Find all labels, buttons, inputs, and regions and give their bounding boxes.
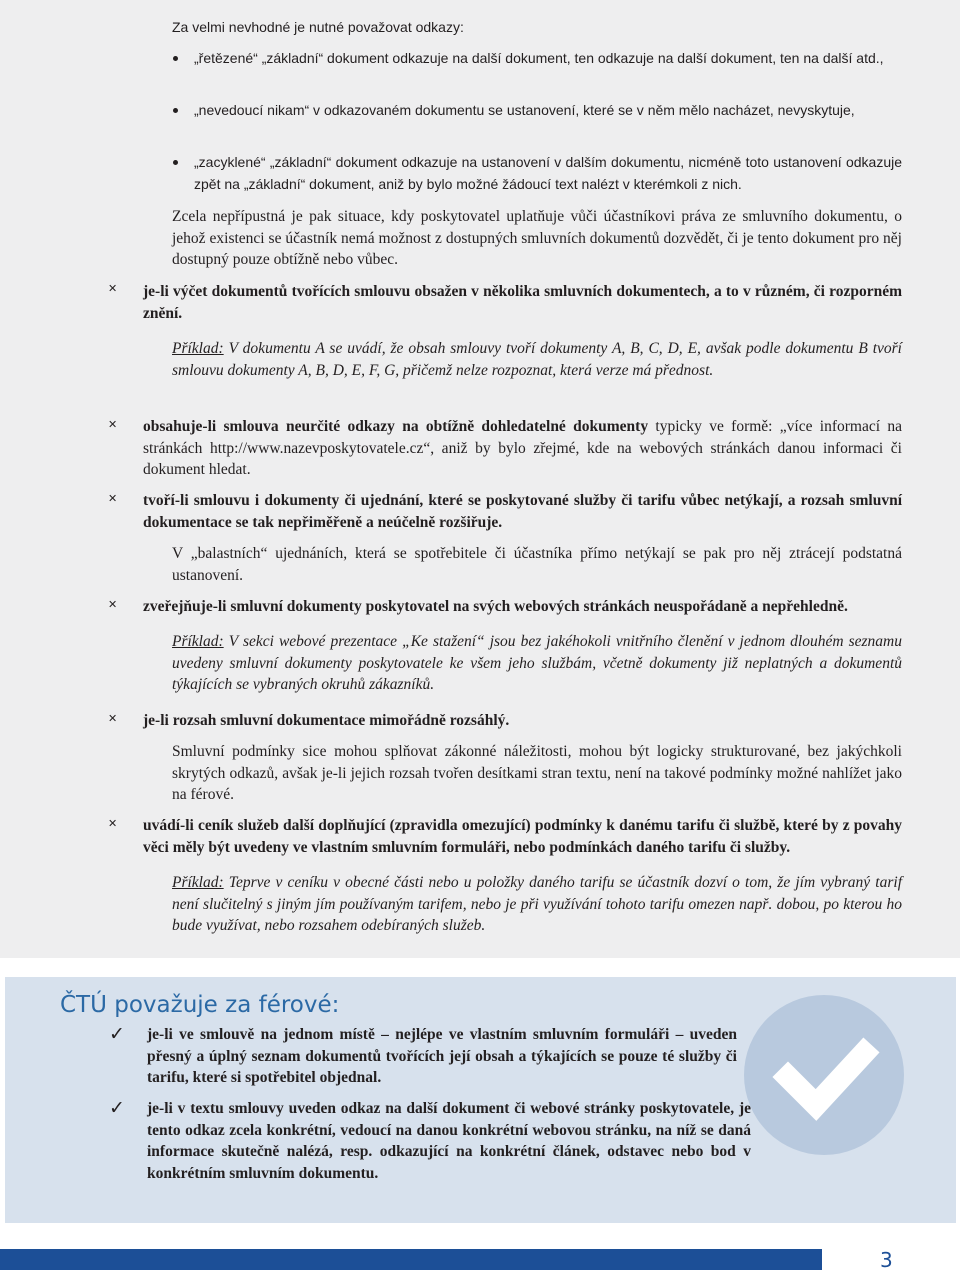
x-mark-icon: ✕ xyxy=(108,492,118,505)
intro-text: Za velmi nevhodné je nutné považovat odkazy: xyxy=(172,19,464,35)
note-extensive: Smluvní podmínky sice mohou splňovat zákonné náležitosti, mohou být logicky strukturované, bez jakýchkoli skrytých odkazů, avšak je-li jejich rozsah tvořen desítkami stran textu, není na takové podmínky možné nahlížet jako na férové. xyxy=(172,743,902,803)
example-conflict xyxy=(172,338,902,381)
fair-title: ČTÚ považuje za férové: xyxy=(60,992,340,1018)
x-mark-icon: ✕ xyxy=(108,282,118,295)
example-label: Příklad: xyxy=(172,874,224,891)
item-price-list-conditions: uvádí-li ceník služeb další doplňující (zpravidla omezující) podmínky k danému tarifu či službě, které by z povahy věci měly být uvedeny ve vlastním smluvním formuláři, nebo podmínkách daného tarifu či služby. xyxy=(143,817,902,856)
example-label: Příklad: xyxy=(172,633,224,650)
fair-item-single-place: je-li ve smlouvě na jednom místě – nejlépe ve vlastním smluvním formuláři – uveden přesný a úplný seznam dokumentů tvořících její obsah a týkajících se pouze té služby či tarifu, které si spotřebitel objednal. xyxy=(147,1026,737,1086)
check-mark-icon: ✓ xyxy=(109,1097,125,1119)
x-mark-icon: ✕ xyxy=(108,712,118,725)
bullet-dot xyxy=(173,108,178,113)
x-mark-icon: ✕ xyxy=(108,418,118,431)
bullet-dot xyxy=(173,56,178,61)
check-mark-icon xyxy=(744,995,904,1155)
example-price-list xyxy=(172,872,902,937)
item-unrelated-documents: tvoří-li smlouvu i dokumenty či ujednání, které se poskytované služby či tarifu vůbec netýkají, a rozsah smluvní dokumentace se tak nepřiměřeně a neúčelně rozšiřuje. xyxy=(143,492,902,531)
example-text: V dokumentu A se uvádí, že obsah smlouvy tvoří dokumenty A, B, C, D, E, avšak podle dokumentu B tvoří smlouvu dokumenty A, B, D, E, F, G, přičemž nelze rozpoznat, která verze má přednost. xyxy=(172,340,902,379)
example-text: Teprve v ceníku v obecné části nebo u položky daného tarifu se účastník dozví o tom, že jím vybraný tarif není slučitelný s jiným jím používaným tarifem, nebo je při využívání tohoto tarifu omezen např. dobou, po kterou ho bude využívat, nebo rozsahem odebíraných služeb. xyxy=(172,874,903,934)
check-circle-icon xyxy=(744,995,904,1155)
bullet-chained: „řetězené“ „základní“ dokument odkazuje na další dokument, ten odkazuje na další dokument, ten na další atd., xyxy=(194,50,884,66)
bullet-dot xyxy=(173,160,178,165)
item-vague-references-rest: typicky ve formě: „více informací na stránkách http://www.nazevposkytovatele.cz“, aniž by bylo zřejmé, kde na webových stránkách danou informaci či dokument hledat. xyxy=(143,418,902,478)
check-mark-icon: ✓ xyxy=(109,1023,125,1045)
item-vague-references-bold: obsahuje-li smlouva neurčité odkazy na obtížně dohledatelné dokumenty xyxy=(143,418,649,435)
item-extensive-documentation: je-li rozsah smluvní dokumentace mimořádně rozsáhlý. xyxy=(143,712,510,729)
page-number: 3 xyxy=(880,1248,893,1272)
inadmissible-paragraph: Zcela nepřípustná je pak situace, kdy poskytovatel uplatňuje vůči účastníkovi práva ze smluvního dokumentu, o jehož existenci se účastník nemá možnost z dostupných smluvních dokumentů dozvědět, či je tento dokument pro něj dostupný pouze obtížně nebo vůbec. xyxy=(172,208,902,268)
item-vague-references xyxy=(143,416,902,481)
item-disorganized-web: zveřejňuje-li smluvní dokumenty poskytovatel na svých webových stránkách neuspořádaně a nepřehledně. xyxy=(143,598,848,615)
bullet-leading-nowhere: „nevedoucí nikam“ v odkazovaném dokumentu se ustanovení, které se v něm mělo nacházet, nevyskytuje, xyxy=(194,102,855,118)
bullet-cyclic: „zacyklené“ „základní“ dokument odkazuje na ustanovení v dalším dokumentu, nicméně toto ustanovení odkazuje zpět na „základní“ dokument, aniž by bylo možné žádoucí text nalézt v kterémkoli z nich. xyxy=(194,154,902,192)
item-document-list-conflict: je-li výčet dokumentů tvořících smlouvu obsažen v několika smluvních dokumentech, a to v různém, či rozporném znění. xyxy=(143,283,902,322)
fair-item-specific-link: je-li v textu smlouvy uveden odkaz na další dokument či webové stránky poskytovatele, je tento odkaz zcela konkrétní, vedoucí na danou konkrétní webovou stránku, na níž se daná informace skutečně nalézá, resp. odkazující na konkrétní článek, odstavec nebo bod v konkrétním smluvním dokumentu. xyxy=(147,1100,751,1182)
note-ballast: V „balastních“ ujednáních, která se spotřebitele či účastníka přímo netýkají se pak pro něj ztrácejí podstatná ustanovení. xyxy=(172,545,902,584)
example-text: V sekci webové prezentace „Ke stažení“ jsou bez jakéhokoli vnitřního členění v jednom dlouhém seznamu uvedeny smluvní dokumenty poskytovatele ke všem jeho službám, včetně dokumenty již neplatných a dokumentů týkajících se vybraných okruhů zákazníků. xyxy=(172,633,902,693)
footer-bar xyxy=(0,1249,822,1270)
x-mark-icon: ✕ xyxy=(108,598,118,611)
example-label: Příklad: xyxy=(172,340,224,357)
example-downloads xyxy=(172,631,902,696)
x-mark-icon: ✕ xyxy=(108,817,118,830)
